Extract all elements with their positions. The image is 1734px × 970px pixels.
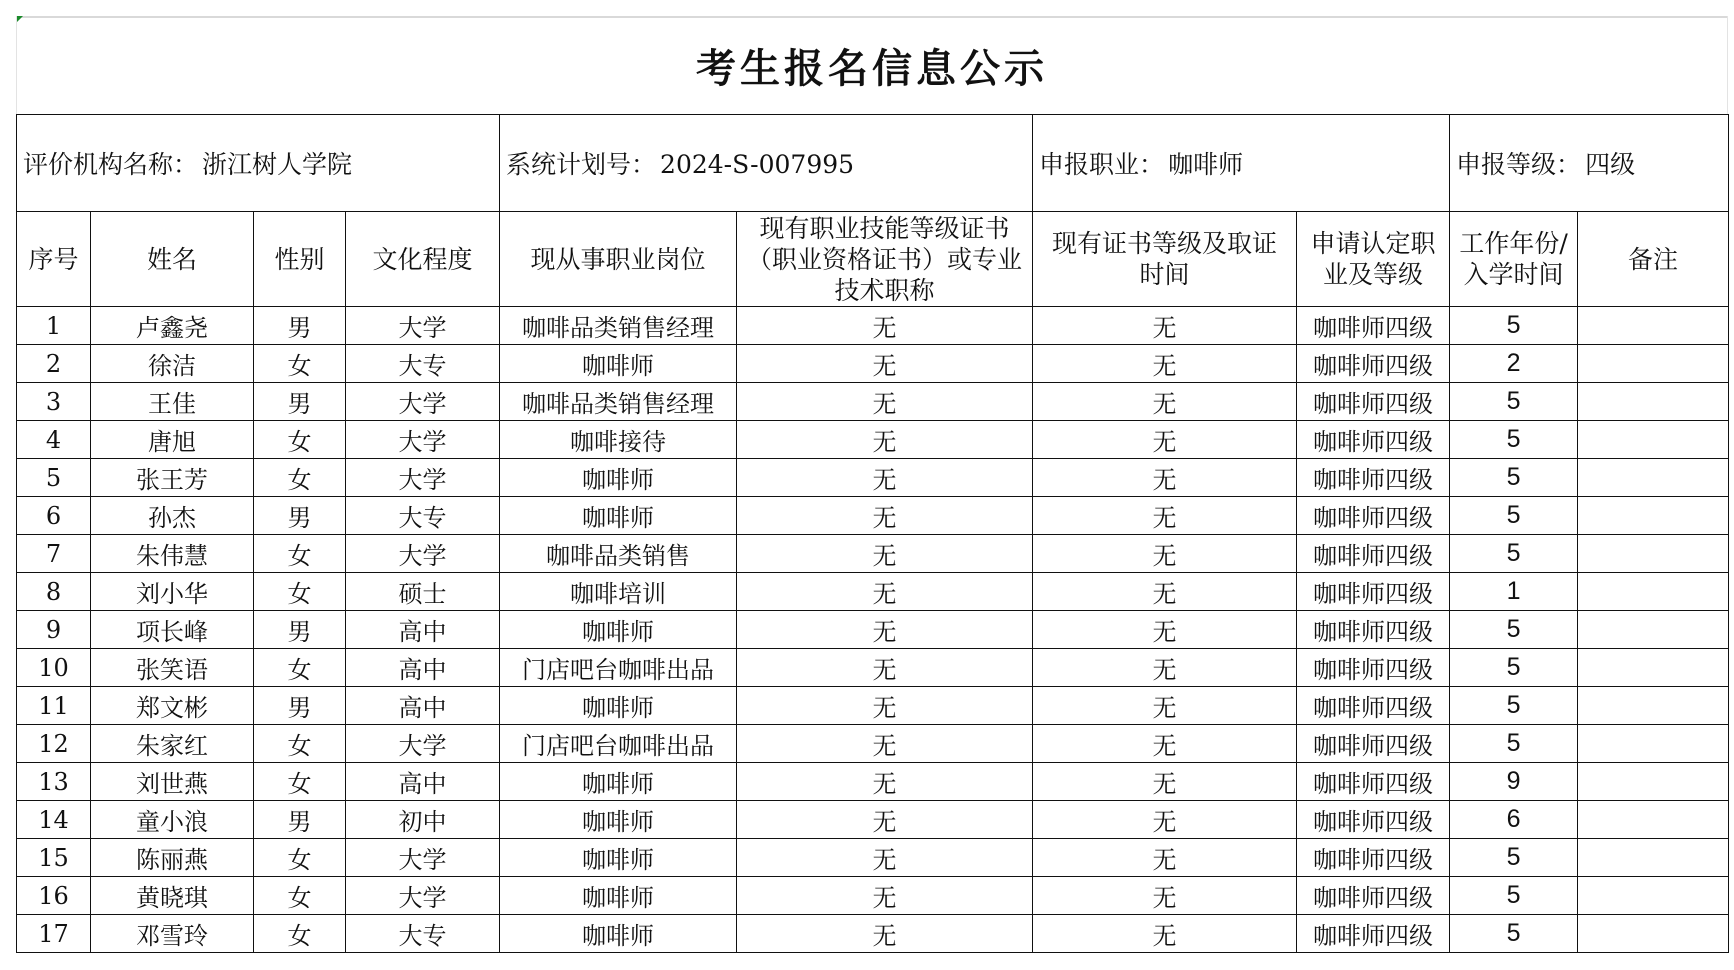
cell-name: 陈丽燕 (91, 839, 254, 877)
cell-name: 刘小华 (91, 573, 254, 611)
cell-education: 硕士 (346, 573, 500, 611)
cell-seq: 4 (17, 421, 91, 459)
cell-years: 5 (1450, 649, 1578, 687)
cell-cert-time: 无 (1033, 535, 1297, 573)
cell-education: 大学 (346, 383, 500, 421)
cell-gender: 女 (254, 459, 346, 497)
cell-cert-time: 无 (1033, 877, 1297, 915)
cell-position: 咖啡师 (500, 611, 737, 649)
table-row (17, 687, 1729, 725)
plan-label: 系统计划号： (506, 150, 657, 179)
cell-position: 咖啡培训 (500, 573, 737, 611)
cell-current-cert: 无 (737, 307, 1033, 345)
cell-remark (1578, 801, 1729, 839)
cell-name: 项长峰 (91, 611, 254, 649)
cell-position: 咖啡接待 (500, 421, 737, 459)
cell-education: 高中 (346, 649, 500, 687)
cell-gender: 男 (254, 497, 346, 535)
registration-sheet (16, 16, 1728, 953)
cell-seq: 16 (17, 877, 91, 915)
cell-cert-time: 无 (1033, 421, 1297, 459)
header-gender: 性别 (254, 212, 346, 307)
level-value: 四级 (1585, 150, 1636, 179)
cell-apply: 咖啡师四级 (1297, 497, 1450, 535)
cell-position: 门店吧台咖啡出品 (500, 649, 737, 687)
cell-current-cert: 无 (737, 497, 1033, 535)
cell-gender: 女 (254, 649, 346, 687)
cell-years: 5 (1450, 611, 1578, 649)
level-cell (1450, 115, 1729, 212)
level-label: 申报等级： (1456, 150, 1582, 179)
cell-cert-time: 无 (1033, 801, 1297, 839)
cell-remark (1578, 421, 1729, 459)
cell-apply: 咖啡师四级 (1297, 535, 1450, 573)
cell-gender: 男 (254, 801, 346, 839)
cell-gender: 女 (254, 573, 346, 611)
cell-position: 咖啡师 (500, 497, 737, 535)
cell-gender: 男 (254, 611, 346, 649)
header-name: 姓名 (91, 212, 254, 307)
cell-name: 徐洁 (91, 345, 254, 383)
cell-gender: 女 (254, 839, 346, 877)
cell-remark (1578, 535, 1729, 573)
cell-name: 张笑语 (91, 649, 254, 687)
cell-remark (1578, 497, 1729, 535)
cell-gender: 男 (254, 383, 346, 421)
cell-cert-time: 无 (1033, 497, 1297, 535)
cell-seq: 8 (17, 573, 91, 611)
cell-cert-time: 无 (1033, 383, 1297, 421)
cell-seq: 17 (17, 915, 91, 953)
cell-cert-time: 无 (1033, 687, 1297, 725)
cell-cert-time: 无 (1033, 725, 1297, 763)
cell-cert-time: 无 (1033, 763, 1297, 801)
cell-years: 5 (1450, 877, 1578, 915)
header-years: 工作年份/入学时间 (1450, 212, 1578, 307)
cell-years: 5 (1450, 687, 1578, 725)
cell-gender: 男 (254, 307, 346, 345)
cell-education: 大学 (346, 421, 500, 459)
cell-position: 咖啡师 (500, 459, 737, 497)
cell-apply: 咖啡师四级 (1297, 877, 1450, 915)
cell-apply: 咖啡师四级 (1297, 611, 1450, 649)
cell-name: 王佳 (91, 383, 254, 421)
table-row (17, 535, 1729, 573)
cell-education: 大学 (346, 535, 500, 573)
cell-seq: 5 (17, 459, 91, 497)
cell-apply: 咖啡师四级 (1297, 421, 1450, 459)
cell-current-cert: 无 (737, 345, 1033, 383)
cell-current-cert: 无 (737, 535, 1033, 573)
cell-current-cert: 无 (737, 725, 1033, 763)
cell-position: 咖啡师 (500, 877, 737, 915)
table-body (17, 307, 1729, 953)
cell-years: 5 (1450, 535, 1578, 573)
plan-value: 2024-S-007995 (660, 150, 855, 179)
cell-years: 5 (1450, 839, 1578, 877)
cell-years: 1 (1450, 573, 1578, 611)
occupation-value: 咖啡师 (1168, 150, 1244, 179)
cell-remark (1578, 345, 1729, 383)
cell-apply: 咖啡师四级 (1297, 687, 1450, 725)
cell-position: 咖啡师 (500, 915, 737, 953)
cell-gender: 女 (254, 915, 346, 953)
cell-cert-time: 无 (1033, 459, 1297, 497)
cell-remark (1578, 687, 1729, 725)
cell-remark (1578, 877, 1729, 915)
cell-remark (1578, 307, 1729, 345)
cell-position: 咖啡师 (500, 763, 737, 801)
table-row (17, 611, 1729, 649)
cell-remark (1578, 763, 1729, 801)
cell-apply: 咖啡师四级 (1297, 307, 1450, 345)
cell-years: 5 (1450, 725, 1578, 763)
cell-remark (1578, 459, 1729, 497)
cell-current-cert: 无 (737, 573, 1033, 611)
cell-cert-time: 无 (1033, 573, 1297, 611)
cell-gender: 女 (254, 725, 346, 763)
cell-seq: 6 (17, 497, 91, 535)
table-row (17, 649, 1729, 687)
cell-remark (1578, 725, 1729, 763)
cell-name: 张王芳 (91, 459, 254, 497)
cell-remark (1578, 649, 1729, 687)
cell-education: 大学 (346, 839, 500, 877)
cell-apply: 咖啡师四级 (1297, 649, 1450, 687)
cell-name: 朱家红 (91, 725, 254, 763)
cell-gender: 女 (254, 877, 346, 915)
cell-current-cert: 无 (737, 459, 1033, 497)
cell-position: 咖啡师 (500, 839, 737, 877)
org-cell (17, 115, 500, 212)
cell-years: 5 (1450, 459, 1578, 497)
cell-years: 5 (1450, 915, 1578, 953)
cell-seq: 1 (17, 307, 91, 345)
cell-education: 高中 (346, 687, 500, 725)
table-row (17, 801, 1729, 839)
header-seq: 序号 (17, 212, 91, 307)
cell-seq: 11 (17, 687, 91, 725)
cell-education: 高中 (346, 763, 500, 801)
cell-years: 9 (1450, 763, 1578, 801)
cell-education: 大学 (346, 877, 500, 915)
cell-years: 5 (1450, 307, 1578, 345)
cell-position: 咖啡品类销售 (500, 535, 737, 573)
info-row (17, 115, 1729, 212)
cell-cert-time: 无 (1033, 649, 1297, 687)
cell-years: 5 (1450, 421, 1578, 459)
header-current-cert: 现有职业技能等级证书（职业资格证书）或专业技术职称 (737, 212, 1033, 307)
cell-years: 5 (1450, 497, 1578, 535)
occupation-cell (1033, 115, 1450, 212)
table-row (17, 307, 1729, 345)
cell-name: 童小浪 (91, 801, 254, 839)
cell-apply: 咖啡师四级 (1297, 725, 1450, 763)
cell-gender: 女 (254, 535, 346, 573)
cell-apply: 咖啡师四级 (1297, 383, 1450, 421)
table-row (17, 763, 1729, 801)
header-remark: 备注 (1578, 212, 1729, 307)
table-row (17, 877, 1729, 915)
cell-seq: 3 (17, 383, 91, 421)
cell-apply: 咖啡师四级 (1297, 801, 1450, 839)
cell-remark (1578, 611, 1729, 649)
plan-cell (500, 115, 1033, 212)
cell-seq: 12 (17, 725, 91, 763)
cell-apply: 咖啡师四级 (1297, 459, 1450, 497)
header-cert-time: 现有证书等级及取证时间 (1033, 212, 1297, 307)
cell-education: 大专 (346, 915, 500, 953)
cell-position: 咖啡品类销售经理 (500, 307, 737, 345)
cell-education: 大学 (346, 307, 500, 345)
cell-name: 卢鑫尧 (91, 307, 254, 345)
org-label: 评价机构名称： (23, 150, 199, 179)
cell-seq: 13 (17, 763, 91, 801)
cell-cert-time: 无 (1033, 611, 1297, 649)
table-row (17, 345, 1729, 383)
cell-cert-time: 无 (1033, 307, 1297, 345)
cell-seq: 2 (17, 345, 91, 383)
cell-remark (1578, 383, 1729, 421)
cell-seq: 15 (17, 839, 91, 877)
cell-current-cert: 无 (737, 421, 1033, 459)
cell-name: 郑文彬 (91, 687, 254, 725)
cell-current-cert: 无 (737, 877, 1033, 915)
cell-position: 咖啡师 (500, 345, 737, 383)
cell-name: 刘世燕 (91, 763, 254, 801)
cell-name: 唐旭 (91, 421, 254, 459)
cell-position: 咖啡师 (500, 801, 737, 839)
cell-current-cert: 无 (737, 763, 1033, 801)
cell-current-cert: 无 (737, 839, 1033, 877)
cell-years: 5 (1450, 383, 1578, 421)
cell-apply: 咖啡师四级 (1297, 345, 1450, 383)
table-row (17, 573, 1729, 611)
cell-seq: 7 (17, 535, 91, 573)
table-row (17, 839, 1729, 877)
cell-education: 大学 (346, 459, 500, 497)
table-row (17, 421, 1729, 459)
cell-seq: 14 (17, 801, 91, 839)
header-apply: 申请认定职业及等级 (1297, 212, 1450, 307)
table-row (17, 459, 1729, 497)
cell-current-cert: 无 (737, 383, 1033, 421)
cell-seq: 10 (17, 649, 91, 687)
cell-apply: 咖啡师四级 (1297, 763, 1450, 801)
cell-position: 门店吧台咖啡出品 (500, 725, 737, 763)
cell-gender: 女 (254, 421, 346, 459)
cell-gender: 女 (254, 345, 346, 383)
cell-education: 初中 (346, 801, 500, 839)
cell-current-cert: 无 (737, 649, 1033, 687)
header-position: 现从事职业岗位 (500, 212, 737, 307)
registration-table (16, 114, 1729, 953)
title-row (16, 16, 1728, 114)
cell-position: 咖啡师 (500, 687, 737, 725)
cell-seq: 9 (17, 611, 91, 649)
cell-name: 朱伟慧 (91, 535, 254, 573)
header-education: 文化程度 (346, 212, 500, 307)
cell-education: 高中 (346, 611, 500, 649)
cell-name: 邓雪玲 (91, 915, 254, 953)
cell-apply: 咖啡师四级 (1297, 839, 1450, 877)
cell-current-cert: 无 (737, 915, 1033, 953)
cell-remark (1578, 573, 1729, 611)
table-row (17, 497, 1729, 535)
cell-apply: 咖啡师四级 (1297, 573, 1450, 611)
cell-years: 6 (1450, 801, 1578, 839)
cell-current-cert: 无 (737, 611, 1033, 649)
cell-cert-time: 无 (1033, 345, 1297, 383)
cell-education: 大专 (346, 497, 500, 535)
cell-position: 咖啡品类销售经理 (500, 383, 737, 421)
cell-current-cert: 无 (737, 687, 1033, 725)
cell-current-cert: 无 (737, 801, 1033, 839)
org-value: 浙江树人学院 (202, 150, 353, 179)
occupation-label: 申报职业： (1039, 150, 1165, 179)
cell-gender: 男 (254, 687, 346, 725)
cell-gender: 女 (254, 763, 346, 801)
cell-apply: 咖啡师四级 (1297, 915, 1450, 953)
cell-cert-time: 无 (1033, 915, 1297, 953)
cell-remark (1578, 839, 1729, 877)
cell-education: 大专 (346, 345, 500, 383)
table-row (17, 383, 1729, 421)
header-row (17, 212, 1729, 307)
table-row (17, 725, 1729, 763)
cell-education: 大学 (346, 725, 500, 763)
cell-years: 2 (1450, 345, 1578, 383)
page-title: 考生报名信息公示 (696, 44, 1048, 92)
cell-remark (1578, 915, 1729, 953)
cell-cert-time: 无 (1033, 839, 1297, 877)
table-row (17, 915, 1729, 953)
cell-name: 孙杰 (91, 497, 254, 535)
cell-name: 黄晓琪 (91, 877, 254, 915)
